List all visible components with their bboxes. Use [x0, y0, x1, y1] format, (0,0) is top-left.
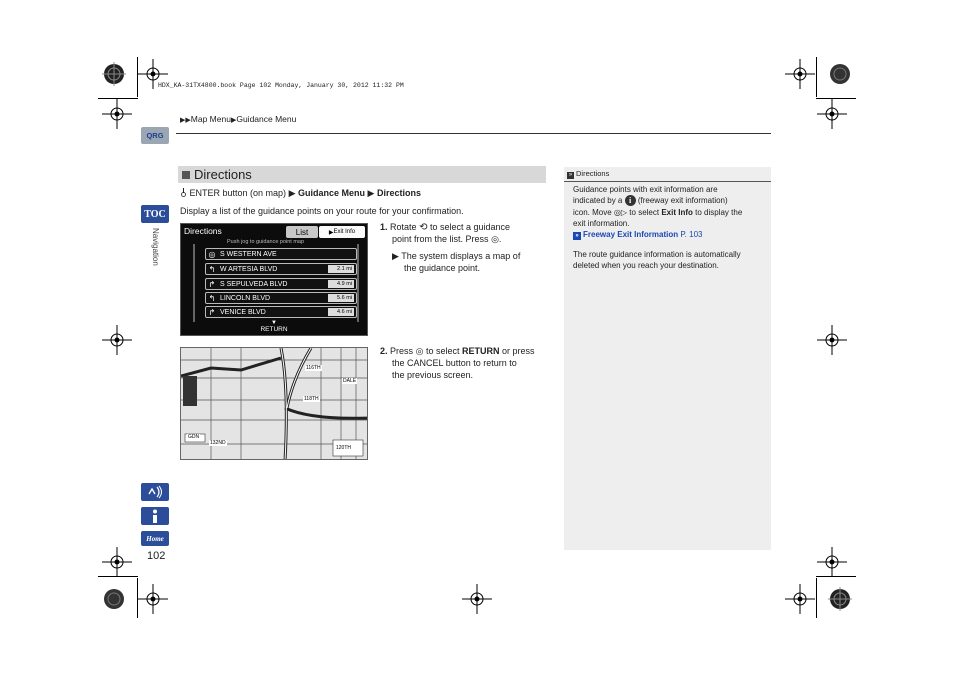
side-note-text: The route guidance information is automatically [573, 250, 741, 259]
crop-line [98, 98, 138, 99]
crosshair-icon [817, 99, 847, 129]
exit-info-tab[interactable]: ▶ Exit Info [319, 226, 365, 238]
guidance-point-row[interactable]: ◎ S WESTERN AVE [205, 248, 357, 260]
guidance-point-map [180, 347, 368, 460]
step-1-result-line-2: the guidance point. [404, 263, 481, 273]
info-icon [150, 509, 160, 523]
screen-hint: Push jog to guidance point map [227, 239, 305, 245]
map-label: 120TH [336, 445, 352, 451]
turn-right-icon: ↱ [208, 279, 216, 289]
toc-tab[interactable]: TOC [141, 205, 169, 223]
crosshair-icon [785, 59, 815, 89]
distance-badge: 4.6 mi [328, 308, 354, 316]
crop-line [816, 98, 856, 99]
arrow-icon: ▶ [367, 188, 375, 198]
turn-left-icon: ↰ [208, 293, 216, 303]
interface-dial-move-icon: ◎▷ [613, 208, 628, 217]
map-label: 116TH [306, 365, 321, 371]
breadcrumb-map-menu[interactable]: Map Menu [190, 114, 231, 124]
crosshair-icon [102, 547, 132, 577]
screen-frame-left [181, 244, 195, 322]
crosshair-icon [138, 584, 168, 614]
crosshair-icon [102, 99, 132, 129]
menu-path: ENTER button (on map) ▶ Guidance Menu ▶ Directions [180, 188, 421, 199]
freeway-exit-info-icon: i [625, 195, 636, 206]
map-label: GDN [188, 434, 200, 440]
crosshair-icon [462, 584, 492, 614]
crop-line [137, 578, 138, 618]
section-description: Display a list of the guidance points on your route for your confirmation. [180, 206, 464, 216]
home-tab[interactable] [141, 531, 169, 546]
path-guidance-menu: Guidance Menu [298, 188, 366, 198]
crop-line [816, 578, 817, 618]
turn-right-icon: ↱ [208, 307, 216, 317]
interface-dial-press-icon: ◎ [415, 346, 424, 356]
screen-frame-right [357, 244, 367, 322]
registration-mark-icon [99, 59, 129, 89]
map-label: 132ND [210, 440, 226, 446]
arrow-icon: ▶ [288, 188, 296, 198]
crop-line [816, 57, 817, 97]
note-box-icon: » [568, 172, 573, 178]
crop-line [137, 57, 138, 97]
arrow-icon: ▶▶ [180, 117, 191, 124]
destination-icon: ◎ [208, 249, 216, 259]
voice-command-tab[interactable] [141, 483, 169, 501]
guidance-point-row[interactable]: ↱ S SEPULVEDA BLVD 4.9 mi [205, 278, 357, 290]
voice-command-icon [146, 485, 164, 499]
crosshair-icon [785, 584, 815, 614]
list-tab[interactable]: List [286, 226, 318, 238]
section-title: Directions [178, 166, 546, 183]
map-label: DALE [343, 378, 357, 384]
arrow-icon: ▶ [392, 251, 399, 261]
breadcrumb [180, 114, 296, 124]
header-rule [176, 133, 771, 134]
side-note-text: Guidance points with exit information are [573, 185, 718, 194]
crosshair-icon [817, 325, 847, 355]
step-2-line-3: the previous screen. [392, 370, 474, 380]
crop-line [98, 576, 138, 577]
index-tab[interactable] [141, 507, 169, 525]
turn-left-icon: ↰ [208, 264, 216, 274]
distance-badge: 5.6 mi [328, 294, 354, 302]
navigation-section-label: Navigation [151, 228, 160, 266]
side-note-text: icon. Move ◎▷ to select Exit Info to display the [573, 208, 743, 217]
path-directions: Directions [376, 188, 421, 198]
chevron-down-icon: ▼ [271, 320, 277, 326]
side-note-text: exit information. [573, 219, 630, 228]
freeway-exit-info-link[interactable]: » Freeway Exit Information P. 103 [573, 230, 702, 240]
registration-mark-icon [825, 584, 855, 614]
play-icon: ▶ [328, 229, 334, 236]
step-2-line-2: the CANCEL button to return to [392, 358, 517, 368]
guidance-point-row[interactable]: ↱ VENICE BLVD 4.6 mi [205, 306, 357, 318]
qrg-tab[interactable]: QRG [141, 127, 169, 144]
distance-badge: 4.9 mi [328, 280, 354, 288]
map-label: 118TH [304, 396, 319, 402]
guidance-point-row[interactable]: ↰ LINCOLN BLVD 5.6 mi [205, 292, 357, 304]
registration-mark-icon [99, 584, 129, 614]
guidance-point-row[interactable]: ↰ W ARTESIA BLVD 2.1 mi [205, 263, 357, 275]
distance-badge: 2.1 mi [328, 265, 354, 273]
screen-title: Directions [184, 226, 222, 236]
directions-screen [180, 223, 368, 336]
link-arrow-icon: » [573, 232, 581, 240]
return-button[interactable]: ▼ RETURN [181, 320, 367, 333]
registration-mark-icon [825, 59, 855, 89]
breadcrumb-guidance-menu[interactable]: Guidance Menu [236, 114, 297, 124]
arrow-icon: ▶ [230, 117, 237, 124]
step-1: 1. Rotate ⟲ to select a guidance [380, 222, 511, 233]
crop-line [816, 576, 856, 577]
step-1-result: ▶ The system displays a map of [392, 251, 521, 261]
interface-dial-press-icon: ◎ [491, 234, 499, 244]
step-1-line-2: point from the list. Press ◎. [392, 234, 502, 244]
side-note-rule [564, 181, 771, 182]
side-note-text: deleted when you reach your destination. [573, 261, 719, 270]
step-2: 2. Press ◎ to select RETURN or press [380, 346, 535, 356]
side-note-header: » Directions [568, 169, 610, 178]
interface-dial-rotate-icon: ⟲ [419, 222, 428, 233]
side-note-text: indicated by a i (freeway exit information) [573, 196, 728, 206]
crosshair-icon [102, 325, 132, 355]
print-header: HDX_KA-31TX4800.book Page 102 Monday, January 30, 2012 11:32 PM [158, 82, 404, 89]
enter-button-icon [180, 188, 187, 197]
section-square-icon [182, 171, 190, 179]
page-number: 102 [147, 550, 166, 562]
crosshair-icon [817, 547, 847, 577]
home-icon: Home [146, 534, 164, 543]
